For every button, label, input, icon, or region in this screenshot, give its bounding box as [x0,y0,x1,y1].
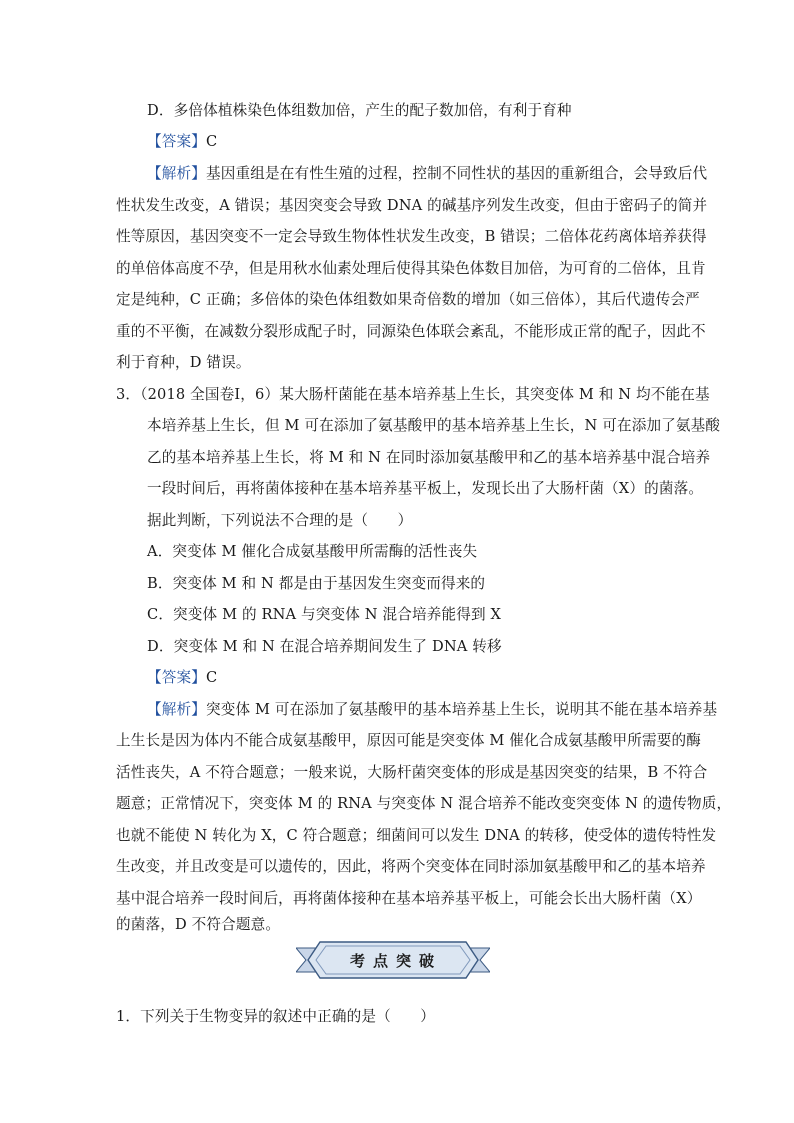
analysis-text: 性状发生改变，A 错误；基因突变会导致 DNA 的碱基序列发生改变，但由于密码子的简并 [116,197,708,214]
answer-value: C [205,133,218,150]
question-stem: 据此判断，下列说法不合理的是（ ） [147,512,413,529]
answer-tag: 【答案】 [147,669,206,686]
question-stem: 本培养基上生长，但 M 可在添加了氨基酸甲的基本培养基上生长，N 可在添加了氨基酸 [147,417,721,434]
section-banner-title: 考点突破 [349,951,442,970]
answer-line [147,132,217,152]
analysis-text: 的菌落，D 不符合题意。 [116,916,281,933]
analysis-text: 利于育种，D 错误。 [116,354,251,371]
analysis-text: 的单倍体高度不孕，但是用秋水仙素处理后使得其染色体数目加倍，为可育的二倍体，且肯 [116,260,706,277]
analysis-tag: 【解析】 [147,701,206,718]
analysis-text: 定是纯种，C 正确；多倍体的染色体组数如果奇倍数的增加（如三倍体），其后代遗传会严 [116,291,700,308]
analysis-text: 活性丧失，A 不符合题意；一般来说，大肠杆菌突变体的形成是基因突变的结果，B 不符合 [116,764,708,781]
analysis-text: 题意；正常情况下，突变体 M 的 RNA 与突变体 N 混合培养不能改变突变体 N 的遗传物质， [116,795,732,812]
question-stem: 3．（2018 全国卷Ⅰ，6）某大肠杆菌能在基本培养基上生长，其突变体 M 和 N 均不能在基 [116,386,710,403]
analysis-text: 上生长是因为体内不能合成氨基酸甲，原因可能是突变体 M 催化合成氨基酸甲所需要的酶 [116,732,701,749]
option-d: D．突变体 M 和 N 在混合培养期间发生了 DNA 转移 [147,638,502,655]
question-stem: 一段时间后，再将菌体接种在基本培养基平板上，发现长出了大肠杆菌（X）的菌落。 [147,480,704,497]
analysis-text: 基中混合培养一段时间后，再将菌体接种在基本培养基平板上，可能会长出大肠杆菌（X） [116,890,702,907]
question-stem: 1．下列关于生物变异的叙述中正确的是（ ） [116,1008,436,1025]
analysis-text: 基因重组是在有性生殖的过程，控制不同性状的基因的重新组合，会导致后代 [205,165,708,182]
option-a: A．突变体 M 催化合成氨基酸甲所需酶的活性丧失 [147,543,478,560]
option-d: D．多倍体植株染色体组数加倍，产生的配子数加倍，有利于育种 [147,102,572,119]
analysis-text: 性等原因，基因突变不一定会导致生物体性状发生改变，B 错误；二倍体花药离体培养获得 [116,228,707,245]
analysis-text: 重的不平衡，在减数分裂形成配子时，同源染色体联会紊乱，不能形成正常的配子，因此不 [116,323,706,340]
option-b: B．突变体 M 和 N 都是由于基因发生突变而得来的 [147,575,486,592]
analysis-text: 突变体 M 可在添加了氨基酸甲的基本培养基上生长，说明其不能在基本培养基 [205,701,718,718]
analysis-line [147,700,717,720]
answer-tag: 【答案】 [147,133,206,150]
option-c: C．突变体 M 的 RNA 与突变体 N 混合培养能得到 X [147,606,502,623]
question-stem: 乙的基本培养基上生长，将 M 和 N 在同时添加氨基酸甲和乙的基本培养基中混合培养 [147,449,711,466]
analysis-line [147,164,707,184]
answer-value: C [205,669,218,686]
analysis-text: 生改变，并且改变是可以遗传的，因此，将两个突变体在同时添加氨基酸甲和乙的基本培养 [116,858,706,875]
analysis-tag: 【解析】 [147,165,206,182]
section-banner [296,940,490,980]
answer-line [147,668,217,688]
analysis-text: 也就不能使 N 转化为 X，C 符合题意；细菌间可以发生 DNA 的转移，使受体的遗传特性发 [116,827,717,844]
